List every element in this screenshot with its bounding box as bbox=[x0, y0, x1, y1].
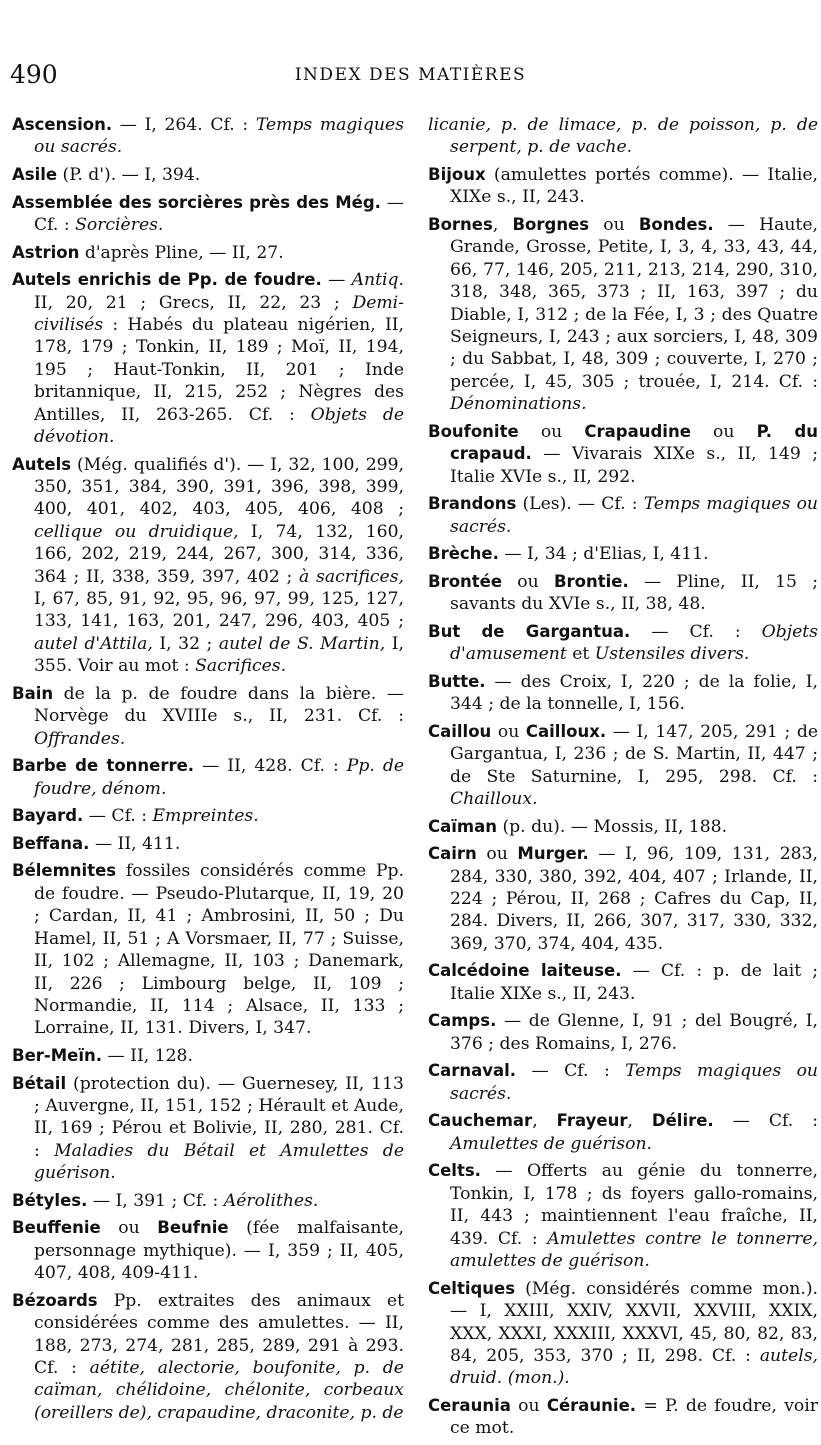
entry-headword: Autels enrichis de Pp. de foudre. bbox=[12, 270, 322, 290]
entry-text: I, 32 ; bbox=[152, 633, 219, 654]
entry-text: — Cf. : bbox=[83, 806, 153, 827]
entry-italic-text: Sacrifices. bbox=[195, 656, 287, 677]
entry-headword: P. du crapaud. bbox=[450, 421, 818, 464]
entry-italic-text: Offrandes. bbox=[34, 728, 126, 749]
index-entry bbox=[428, 1160, 818, 1272]
entry-text: — II, 428. Cf. : bbox=[194, 756, 347, 777]
index-entry bbox=[428, 164, 818, 209]
entry-text: (Les). — Cf. : bbox=[516, 494, 644, 515]
entry-italic-text: Pp. de foudre, dénom. bbox=[34, 756, 405, 799]
index-entry bbox=[12, 683, 404, 750]
entry-headword: Celts. bbox=[428, 1161, 481, 1181]
entry-text: — Vivarais XIXe s., II, 149 ; Italie XVIe s., II, 292. bbox=[450, 444, 818, 487]
entry-headword: Délire. bbox=[651, 1111, 714, 1131]
entry-text: — Cf. : bbox=[713, 1111, 818, 1132]
index-entry bbox=[428, 1278, 818, 1390]
entry-text: , bbox=[532, 1111, 557, 1132]
entry-italic-text: Amulettes contre le tonnerre, amulettes de guérison. bbox=[450, 1228, 818, 1272]
entry-text: ou bbox=[518, 421, 585, 442]
entry-text: II, 20, 21 ; Grecs, II, 22, 23 ; bbox=[34, 292, 353, 313]
entry-headword: Brontée bbox=[428, 571, 503, 591]
entry-headword: Beuffenie bbox=[12, 1218, 101, 1238]
index-column-right bbox=[428, 114, 818, 1445]
entry-text: — Cf. : bbox=[630, 621, 762, 642]
entry-text: (Még. considérés comme mon.). — I, XXIII, XXIV, XXVII, XXVIII, XXIX, XXX, XXXI, XXXIII, XXXVI, 45, 80, 82, 83, 84, 205, 353, 370 ; II, 298. Cf. : bbox=[450, 1278, 818, 1366]
entry-text: — bbox=[321, 270, 352, 291]
entry-text: — II, 128. bbox=[102, 1045, 193, 1066]
entry-headword: Ber-Meïn. bbox=[12, 1045, 103, 1065]
index-entry bbox=[428, 421, 818, 488]
entry-headword: Cairn bbox=[428, 844, 477, 864]
index-entry bbox=[12, 269, 404, 448]
entry-text: — I, 264. Cf. : bbox=[112, 115, 256, 135]
entry-headword: Asile bbox=[12, 165, 58, 184]
entry-headword: Brandons bbox=[428, 494, 517, 514]
entry-italic-text: Ustensiles divers. bbox=[594, 644, 750, 665]
index-entry bbox=[428, 1060, 818, 1105]
entry-headword: Butte. bbox=[428, 671, 486, 691]
entry-headword: Brèche. bbox=[428, 544, 499, 564]
entry-text: Pp. extraites des animaux et considérées comme des amulettes. — II, 188, 273, 274, 281, 285, 289, 291 à 293. Cf. : bbox=[34, 1290, 404, 1378]
index-entry bbox=[12, 242, 404, 264]
running-title: INDEX DES MATIÈRES bbox=[294, 65, 527, 85]
entry-italic-text: Temps magiques ou sacrés. bbox=[450, 1061, 818, 1104]
entry-text: I, 67, 85, 91, 92, 95, 96, 97, 99, 125, 127, 133, 141, 163, 201, 247, 296, 403, 405 ; bbox=[34, 589, 404, 632]
index-entry bbox=[12, 454, 404, 678]
entry-text: — des Croix, I, 220 ; de la folie, I, 344 ; de la tonnelle, I, 156. bbox=[450, 671, 818, 715]
entry-text: = P. de foudre, voir ce mot. bbox=[450, 1395, 818, 1439]
entry-italic-text: Maladies du Bétail et Amulettes de guérison. bbox=[34, 1140, 404, 1184]
index-entry bbox=[428, 1010, 818, 1055]
index-entry bbox=[12, 1045, 404, 1067]
entry-text: , bbox=[492, 215, 513, 235]
entry-italic-text: Objets de dévotion. bbox=[34, 404, 404, 448]
index-entry bbox=[12, 860, 404, 1039]
entry-text: — I, 391 ; Cf. : bbox=[87, 1190, 224, 1211]
entry-italic-text: aétite, alectorie, boufonite, p. de caïman, chélidoine, chélonite, corbeaux (oreillers de), crapaudine, draconite, p. de bbox=[34, 1357, 404, 1423]
entry-text: ou bbox=[100, 1218, 158, 1239]
entry-headword: Beufnie bbox=[157, 1218, 229, 1238]
entry-text: ou bbox=[502, 571, 554, 592]
entry-headword: Cailloux. bbox=[525, 721, 607, 741]
entry-text: de la p. de foudre dans la bière. — Norvège du XVIIIe s., II, 231. Cf. : bbox=[34, 683, 404, 727]
index-entry bbox=[428, 816, 818, 838]
entry-italic-text: licanie, p. de limace, p. de poisson, p. de serpent, p. de vache. bbox=[428, 115, 818, 158]
entry-text: fossiles considérés comme Pp. de foudre. — Pseudo-Plutarque, II, 19, 20 ; Cardan, II, 41 ; Ambrosini, II, 50 ; Du Hamel, II, 51 ; A Vorsmaer, II, 77 ; Suisse, II, 102 ; Allemagne, II, 103 ; Danemark, II, 226 ; Limbourg belge, II, 109 ; Normandie, II, 114 ; Alsace, II, 133 ; Lorraine, II, 131. Divers, I, 347. bbox=[34, 861, 404, 1039]
index-entry bbox=[428, 721, 818, 811]
entry-headword: Crapaudine bbox=[584, 421, 691, 441]
entry-headword: Beffana. bbox=[12, 833, 90, 853]
entry-text: I, 355. Voir au mot : bbox=[34, 633, 404, 677]
entry-text: et bbox=[566, 644, 595, 665]
index-entry bbox=[428, 1395, 818, 1440]
entry-italic-text: Objets d'amusement bbox=[450, 621, 818, 665]
index-entry bbox=[428, 214, 818, 416]
entry-headword: Brontie. bbox=[553, 571, 629, 591]
index-entry bbox=[12, 1073, 404, 1185]
entry-headword: Autels bbox=[12, 454, 72, 474]
index-entry bbox=[428, 571, 818, 616]
entry-headword: Bétail bbox=[12, 1073, 67, 1093]
entry-headword: Ceraunia bbox=[428, 1395, 511, 1415]
index-entry bbox=[12, 1290, 404, 1424]
index-entry bbox=[428, 543, 818, 565]
entry-headword: Celtiques bbox=[428, 1278, 516, 1298]
entry-italic-text: à sacrifices, bbox=[299, 566, 404, 587]
index-entry bbox=[12, 805, 404, 827]
entry-italic-text: Antiq. bbox=[351, 270, 404, 291]
index-entry bbox=[12, 1190, 404, 1212]
entry-headword: Carnaval. bbox=[428, 1061, 517, 1081]
entry-text: — Offerts au génie du tonnerre, Tonkin, I, 178 ; ds foyers gallo-romains, II, 443 ; maintiennent l'eau fraîche, II, 439. Cf. : bbox=[450, 1161, 818, 1249]
entry-text: — Cf. : p. de lait ; Italie XIXe s., II, 243. bbox=[450, 961, 819, 1004]
entry-italic-text: Aérolithes. bbox=[223, 1190, 319, 1211]
entry-headword: Bornes bbox=[428, 215, 493, 234]
index-entry-continued bbox=[428, 114, 818, 159]
index-entry bbox=[12, 114, 404, 159]
entry-italic-text: autels, druid. (mon.). bbox=[450, 1345, 818, 1389]
entry-text: — I, 34 ; d'Elias, I, 411. bbox=[498, 544, 709, 565]
entry-headword: Barbe de tonnerre. bbox=[12, 756, 195, 776]
entry-text: — II, 411. bbox=[89, 833, 181, 854]
entry-text: d'après Pline, — II, 27. bbox=[79, 242, 284, 263]
index-entry bbox=[12, 833, 404, 855]
entry-italic-text: Temps magiques ou sacrés. bbox=[34, 115, 404, 158]
entry-italic-text: Chailloux. bbox=[450, 789, 538, 810]
entry-text: I, 74, 132, 160, 166, 202, 219, 244, 267, 300, 314, 336, 364 ; II, 338, 359, 397, 402 ; bbox=[34, 521, 404, 587]
entry-headword: Bélemnites bbox=[12, 861, 117, 881]
entry-headword: Bayard. bbox=[12, 806, 84, 826]
index-entry bbox=[428, 621, 818, 666]
entry-headword: Frayeur bbox=[556, 1111, 628, 1131]
entry-italic-text: cellique ou druidique, bbox=[34, 521, 239, 542]
entry-headword: But de Gargantua. bbox=[428, 621, 631, 641]
entry-text: (fée malfaisante, personnage mythique). — I, 359 ; II, 405, 407, 408, 409-411. bbox=[34, 1218, 404, 1284]
index-entry bbox=[428, 671, 818, 716]
entry-headword: Assemblée des sorcières près des Még. bbox=[12, 192, 381, 212]
index-entry bbox=[12, 755, 404, 800]
index-entry bbox=[428, 493, 818, 538]
entry-text: : Habés du plateau nigérien, II, 178, 179 ; Tonkin, II, 189 ; Moï, II, 194, 195 ; Haut-Tonkin, II, 201 ; Inde britannique, II, 215, 252 ; Nègres des Antilles, II, 263-265. Cf. : bbox=[34, 315, 404, 425]
entry-text: (amulettes portés comme). — Italie, XIXe s., II, 243. bbox=[450, 165, 818, 208]
entry-italic-text: Empreintes. bbox=[152, 806, 259, 827]
entry-italic-text: Dénominations. bbox=[450, 394, 587, 415]
index-entry bbox=[428, 960, 818, 1005]
entry-text: ou bbox=[491, 721, 526, 742]
index-entry bbox=[428, 843, 818, 955]
index-entry bbox=[12, 192, 404, 237]
entry-italic-text: Temps magiques ou sacrés. bbox=[450, 494, 818, 537]
entry-text: — Haute, Grande, Grosse, Petite, I, 3, 4, 33, 43, 44, 66, 77, 146, 205, 211, 213, 214, 290, 310, 318, 348, 365, 373 ; II, 163, 397 ; du Diable, I, 312 ; de la Fée, I, 3 ; des Quatre Seigneurs, I, 243 ; aux sorciers, I, 48, 309 ; du Sabbat, I, 48, 309 ; couverte, I, 270 ; percée, I, 45, 305 ; trouée, I, 214. Cf. : bbox=[450, 215, 818, 392]
entry-italic-text: autel de S. Martin, bbox=[218, 633, 386, 654]
entry-text: (protection du). — Guernesey, II, 113 ; Auvergne, II, 151, 152 ; Hérault et Aude, II, 169 ; Pérou et Bolivie, II, 280, 281. Cf. : bbox=[34, 1073, 404, 1161]
entry-text: ou bbox=[690, 421, 757, 442]
entry-italic-text: Amulettes de guérison. bbox=[450, 1133, 653, 1154]
entry-italic-text: Sorcières. bbox=[75, 215, 164, 235]
entry-headword: Bézoards bbox=[12, 1290, 98, 1310]
entry-text: — Cf. : bbox=[516, 1061, 626, 1082]
entry-text: — de Glenne, I, 91 ; del Bougré, I, 376 ; des Romains, I, 276. bbox=[450, 1011, 818, 1054]
entry-italic-text: autel d'Attila, bbox=[34, 633, 153, 654]
entry-headword: Boufonite bbox=[428, 421, 519, 441]
entry-text: , bbox=[627, 1111, 652, 1132]
page-number: 490 bbox=[10, 60, 58, 89]
entry-text: ou bbox=[510, 1395, 547, 1416]
entry-headword: Ascension. bbox=[12, 115, 113, 134]
entry-headword: Caillou bbox=[428, 721, 492, 741]
entry-headword: Murger. bbox=[517, 844, 589, 864]
entry-text: — I, 147, 205, 291 ; de Gargantua, I, 236 ; de S. Martin, II, 447 ; de Ste Saturnine, I, 295, 298. Cf. : bbox=[450, 721, 818, 787]
index-entry bbox=[12, 1217, 404, 1284]
entry-headword: Astrion bbox=[12, 242, 80, 262]
entry-text: — I, 96, 109, 131, 283, 284, 330, 380, 392, 404, 407 ; Irlande, II, 224 ; Pérou, II, 268 ; Cafres du Cap, II, 284. Divers, II, 266, 307, 317, 330, 332, 369, 370, 374, 404, 435. bbox=[450, 844, 818, 954]
entry-text: (Még. qualifiés d'). — I, 32, 100, 299, 350, 351, 384, 390, 391, 396, 398, 399, 400, 401, 402, 403, 405, 406, 408 ; bbox=[34, 454, 404, 520]
entry-text: — Cf. : bbox=[34, 192, 404, 235]
index-entry bbox=[428, 1110, 818, 1155]
entry-text: — Pline, II, 15 ; savants du XVIe s., II, 38, 48. bbox=[450, 571, 818, 615]
index-entry bbox=[12, 164, 404, 186]
entry-headword: Bain bbox=[12, 683, 54, 703]
entry-italic-text: Demi-civilisés bbox=[34, 292, 404, 335]
entry-headword: Bijoux bbox=[428, 165, 486, 184]
entry-headword: Camps. bbox=[428, 1011, 497, 1031]
entry-headword: Bétyles. bbox=[12, 1190, 88, 1210]
entry-text: ou bbox=[589, 215, 639, 235]
entry-text: (P. d'). — I, 394. bbox=[57, 165, 201, 185]
entry-text: (p. du). — Mossis, II, 188. bbox=[496, 816, 728, 837]
entry-headword: Céraunie. bbox=[546, 1395, 637, 1415]
entry-headword: Bondes. bbox=[638, 215, 714, 234]
entry-headword: Caïman bbox=[428, 816, 497, 836]
entry-text: ou bbox=[476, 844, 518, 865]
entry-headword: Borgnes bbox=[512, 215, 590, 234]
page-header bbox=[0, 60, 821, 100]
index-column-left bbox=[12, 114, 404, 1429]
entry-headword: Cauchemar bbox=[428, 1111, 533, 1131]
entry-headword: Calcédoine laiteuse. bbox=[428, 961, 622, 981]
